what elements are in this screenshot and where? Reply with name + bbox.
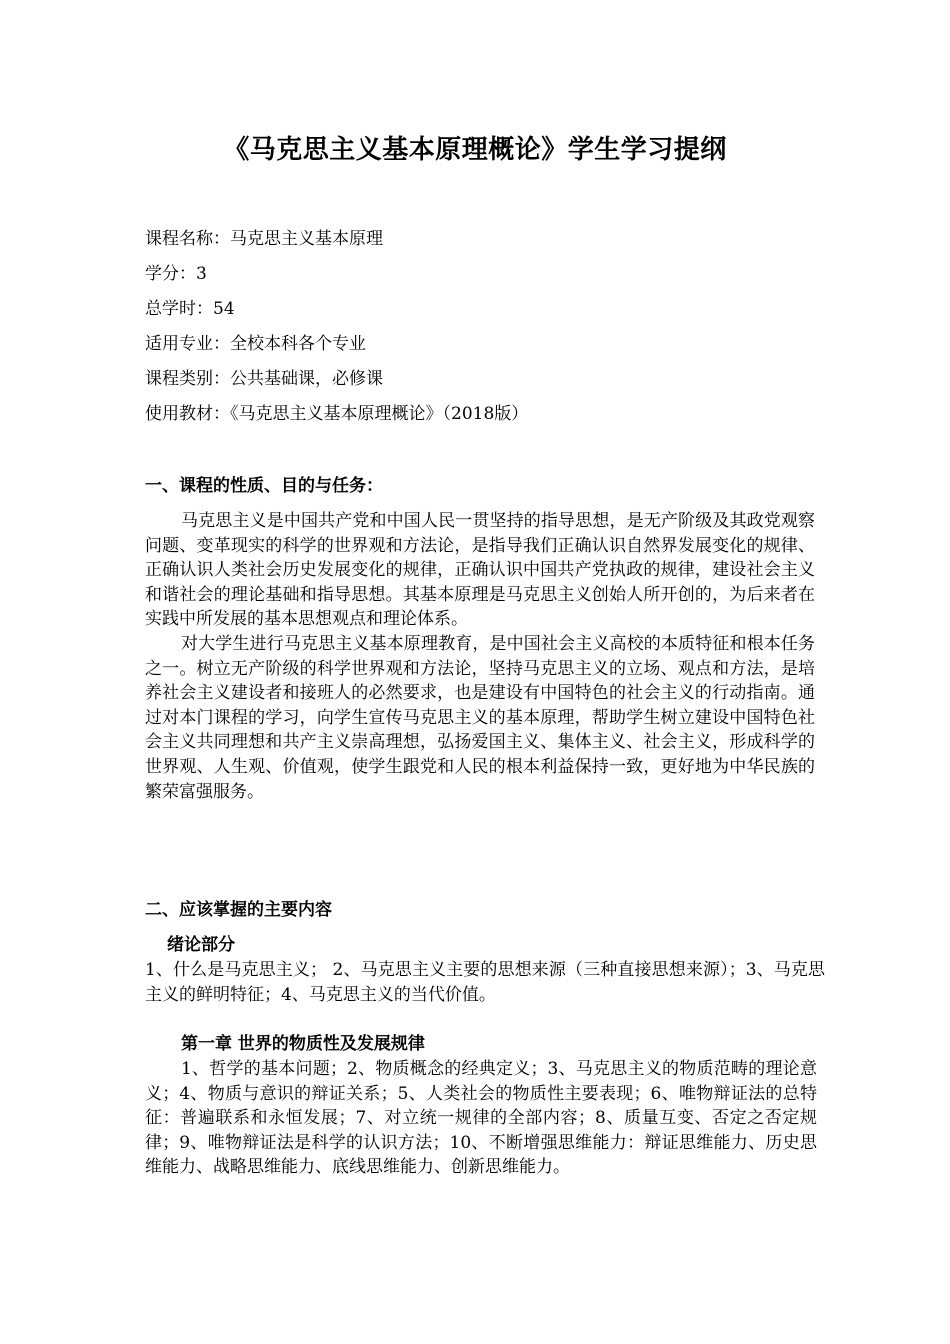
meta-majors: 适用专业：全校本科各个专业: [145, 334, 366, 354]
chapter1-heading: 第一章 世界的物质性及发展规律: [181, 1034, 425, 1054]
meta-course-type: 课程类别：公共基础课，必修课: [145, 369, 383, 389]
section1-heading: 一、课程的性质、目的与任务：: [145, 476, 383, 496]
chapter1-text: 1、哲学的基本问题；2、物质概念的经典定义；3、马克思主义的物质范畴的理论意义；4、物质与意识的辩证关系；5、人类社会的物质性主要表现；6、唯物辩证法的总特征：普遍联系和永恒发展；7、对立统一规律的全部内容；8、质量互变、否定之否定规律；9、唯物辩证法是科学的认识方法；10、不断增强思维能力：辩证思维能力、历史思维能力、战略思维能力、底线思维能力、创新思维能力。: [145, 1059, 817, 1178]
section1-paragraph: 马克思主义是中国共产党和中国人民一贯坚持的指导思想，是无产阶级及其政党观察问题、变革现实的科学的世界观和方法论，是指导我们正确认识自然界发展变化的规律、正确认识人类社会历史发展变化的规律，正确认识中国共产党执政的规律，建设社会主义和谐社会的理论基础和指导思想。其基本原理是马克思主义创始人所开创的，为后来者在实践中所发展的基本思想观点和理论体系。: [145, 511, 815, 630]
course-meta: [145, 222, 825, 432]
meta-textbook: 使用教材：《马克思主义基本原理概论》（2018版）: [145, 404, 529, 424]
intro-heading: 绪论部分: [167, 935, 235, 955]
section1-body: [145, 509, 815, 804]
intro-text: 1、什么是马克思主义； 2、马克思主义主要的思想来源（三种直接思想来源）；3、马克思主义的鲜明特征；4、马克思主义的当代价值。: [145, 960, 825, 1005]
section2-heading: 二、应该掌握的主要内容: [145, 900, 332, 920]
meta-course-name: 课程名称：马克思主义基本原理: [145, 229, 383, 249]
meta-credits: 学分：3: [145, 264, 207, 284]
section1-paragraph: 对大学生进行马克思主义基本原理教育，是中国社会主义高校的本质特征和根本任务之一。树立无产阶级的科学世界观和方法论，坚持马克思主义的立场、观点和方法，是培养社会主义建设者和接班人的必然要求，也是建设有中国特色的社会主义的行动指南。通过对本门课程的学习，向学生宣传马克思主义的基本原理，帮助学生树立建设中国特色社会主义共同理想和共产主义崇高理想，弘扬爱国主义、集体主义、社会主义，形成科学的世界观、人生观、价值观，使学生跟党和人民的根本利益保持一致，更好地为中华民族的繁荣富强服务。: [145, 633, 815, 802]
document-title: 《马克思主义基本原理概论》学生学习提纲: [223, 135, 727, 165]
chapter1-body: [145, 1057, 817, 1180]
intro-body: [145, 958, 825, 1007]
meta-total-hours: 总学时：54: [145, 299, 235, 319]
